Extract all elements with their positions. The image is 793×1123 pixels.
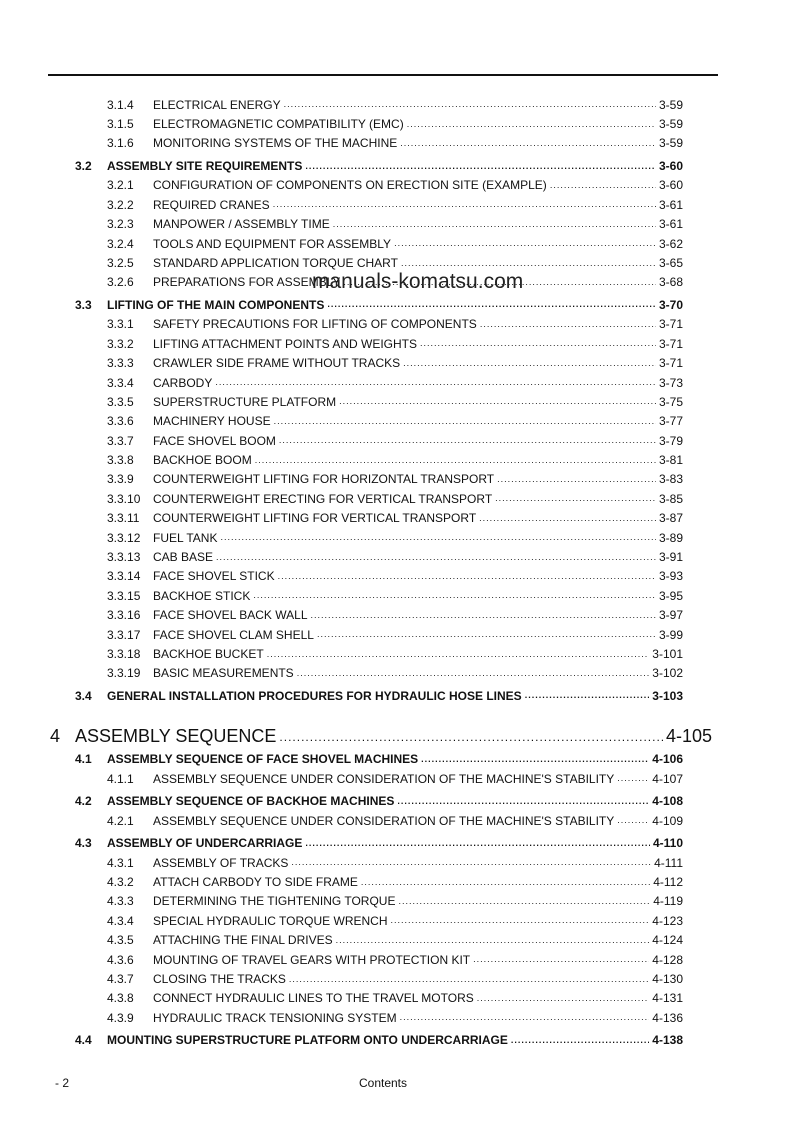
entry-title: FACE SHOVEL STICK [153,569,275,584]
entry-number: 3.3 [75,297,92,312]
entry-number: 3.3.9 [107,472,134,487]
entry-title: BACKHOE STICK [153,588,251,603]
entry-number: 3.2 [75,159,92,174]
dot-leader [311,611,656,620]
entry-title: SUPERSTRUCTURE PLATFORM [153,394,337,409]
dot-leader [511,1036,649,1045]
entry-page: 3-71 [658,356,683,371]
dot-leader [403,359,656,368]
dot-leader [400,1013,650,1022]
entry-number: 4.1 [75,752,92,767]
entry-title: ASSEMBLY SEQUENCE OF FACE SHOVEL MACHINES [107,752,419,767]
entry-number: 4 [50,726,61,747]
dot-leader [480,320,656,329]
dot-leader [497,475,656,484]
entry-page: 3-91 [658,550,683,565]
entry-title: CONFIGURATION OF COMPONENTS ON ERECTION SITE (EXAMPLE) [153,178,547,193]
entry-number: 4.3.8 [107,991,134,1006]
entry-number: 3.3.2 [107,336,134,351]
toc-subsection-entry[interactable] [0,931,793,950]
toc-section-entry[interactable] [0,156,793,175]
entry-number: 4.3 [75,836,92,851]
entry-page: 3-65 [658,256,683,270]
entry-title: FACE SHOVEL CLAM SHELL [153,627,314,642]
toc-subsection-entry[interactable] [0,392,793,411]
dot-leader [255,456,656,465]
entry-page: 4-108 [652,794,683,809]
entry-title: CARBODY [153,375,213,390]
dot-leader [273,200,656,209]
toc-subsection-entry[interactable] [0,114,793,133]
entry-number: 3.3.1 [107,317,134,332]
toc-subsection-entry[interactable] [0,872,793,891]
entry-title: ASSEMBLY OF TRACKS [153,855,289,870]
entry-number: 3.3.3 [107,356,134,371]
entry-number: 3.3.5 [107,394,134,409]
dot-leader [216,553,656,562]
dot-leader [397,797,649,806]
toc-subsection-entry[interactable] [0,664,793,683]
entry-page: 4-107 [652,771,683,786]
toc-subsection-entry[interactable] [0,234,793,253]
entry-title: FACE SHOVEL BACK WALL [153,608,308,623]
entry-number: 4.3.2 [107,875,134,890]
entry-title: SAFETY PRECAUTIONS FOR LIFTING OF COMPONENTS [153,317,477,332]
entry-page: 3-71 [658,336,683,351]
toc-subsection-entry[interactable] [0,950,793,969]
entry-page: 4-130 [652,972,683,987]
toc-subsection-entry[interactable] [0,373,793,392]
entry-title: STANDARD APPLICATION TORQUE CHART [153,256,398,270]
entry-number: 3.3.11 [107,511,140,526]
toc-subsection-entry[interactable] [0,769,793,788]
entry-page: 4-110 [652,836,683,851]
entry-page: 4-109 [652,813,683,828]
toc-section-entry[interactable] [0,792,793,811]
header-rule [48,74,718,76]
entry-page: 3-60 [658,178,683,193]
entry-number: 3.3.14 [107,569,141,584]
entry-title: MANPOWER / ASSEMBLY TIME [153,217,330,232]
dot-leader [525,691,650,700]
entry-number: 3.3.8 [107,453,134,468]
entry-title: DETERMINING THE TIGHTENING TORQUE [153,894,396,909]
entry-title: ASSEMBLY SEQUENCE UNDER CONSIDERATION OF THE MACHINE'S STABILITY [153,813,615,828]
dot-leader [278,572,656,581]
entry-title: LIFTING ATTACHMENT POINTS AND WEIGHTS [153,336,418,351]
entry-title: MACHINERY HOUSE [153,414,271,429]
toc-subsection-entry[interactable] [0,567,793,586]
toc-subsection-entry[interactable] [0,353,793,372]
entry-page: 3-102 [652,666,683,681]
entry-title: BACKHOE BUCKET [153,647,264,661]
toc-subsection-entry[interactable] [0,412,793,431]
toc-subsection-entry[interactable] [0,586,793,605]
entry-number: 3.2.2 [107,197,134,212]
toc-subsection-entry[interactable] [0,625,793,644]
entry-title: ASSEMBLY SEQUENCE UNDER CONSIDERATION OF THE MACHINE'S STABILITY [153,771,615,786]
entry-title: FACE SHOVEL BOOM [153,433,276,448]
entry-number: 3.2.5 [107,256,134,270]
entry-title: LIFTING OF THE MAIN COMPONENTS [107,297,325,312]
entry-number: 3.1.5 [107,117,134,132]
entry-page: 4-138 [652,1033,683,1048]
entry-number: 4.3.1 [107,855,134,870]
toc-section-entry[interactable] [0,295,793,314]
dot-leader [473,955,649,964]
entry-title: CLOSING THE TRACKS [153,972,286,987]
entry-title: COUNTERWEIGHT LIFTING FOR HORIZONTAL TRANSPORT [153,472,495,487]
entry-page: 3-59 [658,97,683,112]
toc-subsection-entry[interactable] [0,334,793,353]
entry-page: 3-87 [658,511,683,526]
dot-leader [317,630,656,639]
entry-number: 3.3.15 [107,588,141,603]
entry-title: SPECIAL HYDRAULIC TORQUE WRENCH [153,913,388,928]
entry-title: ASSEMBLY SEQUENCE [75,726,277,747]
entry-number: 3.3.16 [107,608,141,623]
entry-title: COUNTERWEIGHT ERECTING FOR VERTICAL TRANSPORT [153,491,493,506]
dot-leader [398,897,650,906]
toc-subsection-entry[interactable] [0,1008,793,1027]
entry-page: 3-61 [658,217,683,232]
toc-subsection-entry[interactable] [0,811,793,830]
entry-title: CRAWLER SIDE FRAME WITHOUT TRACKS [153,356,401,371]
entry-number: 3.3.13 [107,550,141,565]
dot-leader [336,936,650,945]
entry-page: 4-119 [653,894,683,909]
toc-subsection-entry[interactable] [0,528,793,547]
entry-number: 4.3.7 [107,972,134,987]
watermark: manuals-komatsu.com [312,270,524,293]
toc-subsection-entry[interactable] [0,176,793,195]
entry-title: PREPARATIONS FOR ASSEMBLY [153,275,341,290]
toc-section-entry[interactable] [0,750,793,769]
toc-subsection-entry[interactable] [0,470,793,489]
entry-page: 3-99 [658,627,683,642]
entry-page: 3-103 [652,688,683,703]
dot-leader [617,816,649,825]
entry-title: GENERAL INSTALLATION PROCEDURES FOR HYDRAULIC HOSE LINES [107,688,522,703]
dot-leader [253,591,656,600]
entry-title: CONNECT HYDRAULIC LINES TO THE TRAVEL MOTORS [153,991,474,1006]
table-of-contents [0,95,793,1050]
entry-page: 3-71 [658,317,683,332]
entry-number: 3.3.6 [107,414,134,429]
entry-page: 4-123 [652,913,683,928]
entry-page: 3-70 [658,297,683,312]
entry-page: 3-85 [658,491,683,506]
entry-number: 3.2.3 [107,217,134,232]
entry-page: 3-62 [658,236,683,251]
entry-number: 4.3.9 [107,1010,134,1025]
entry-page: 4-124 [652,933,683,948]
dot-leader [407,120,656,129]
entry-number: 4.3.5 [107,933,134,948]
entry-page: 3-68 [658,275,683,290]
toc-subsection-entry[interactable] [0,509,793,528]
entry-title: MONITORING SYSTEMS OF THE MACHINE [153,136,398,151]
dot-leader [220,533,656,542]
entry-number: 4.3.4 [107,913,134,928]
dot-leader [617,774,649,783]
dot-leader [550,181,656,190]
toc-subsection-entry[interactable] [0,911,793,930]
dot-leader [400,139,656,148]
entry-number: 3.3.10 [107,491,141,506]
entry-title: BACKHOE BOOM [153,453,252,468]
entry-number: 4.3.6 [107,952,134,967]
dot-leader [274,417,656,426]
dot-leader [394,239,656,248]
entry-page: 3-95 [658,588,683,603]
entry-page: 4-131 [652,991,683,1006]
dot-leader [279,436,656,445]
entry-title: ELECTRICAL ENERGY [153,97,281,112]
entry-title: MOUNTING OF TRAVEL GEARS WITH PROTECTION KIT [153,952,471,967]
toc-subsection-entry[interactable] [0,969,793,988]
entry-page: 3-60 [658,159,683,174]
entry-title: COUNTERWEIGHT LIFTING FOR VERTICAL TRANSPORT [153,511,477,526]
entry-page: 3-77 [658,414,683,429]
entry-page: 4-111 [654,855,683,870]
toc-subsection-entry[interactable] [0,195,793,214]
dot-leader [305,162,656,171]
entry-page: 3-75 [658,394,683,409]
entry-title: MOUNTING SUPERSTRUCTURE PLATFORM ONTO UNDERCARRIAGE [107,1033,508,1048]
entry-number: 3.3.12 [107,530,141,545]
toc-section-entry[interactable] [0,1031,793,1050]
toc-subsection-entry[interactable] [0,450,793,469]
entry-page: 4-106 [652,752,683,767]
toc-subsection-entry[interactable] [0,892,793,911]
entry-number: 4.2.1 [107,813,134,828]
dot-leader [333,220,656,229]
entry-page: 4-112 [653,875,683,890]
entry-title: ELECTROMAGNETIC COMPATIBILITY (EMC) [153,117,404,132]
entry-page: 3-93 [658,569,683,584]
toc-subsection-entry[interactable] [0,431,793,450]
entry-number: 4.2 [75,794,92,809]
toc-subsection-entry[interactable] [0,315,793,334]
dot-leader [289,975,649,984]
entry-number: 3.3.17 [107,627,141,642]
dot-leader [479,514,656,523]
toc-subsection-entry[interactable] [0,547,793,566]
dot-leader [361,878,650,887]
entry-title: REQUIRED CRANES [153,197,270,212]
toc-subsection-entry[interactable] [0,134,793,153]
entry-number: 4.3.3 [107,894,134,909]
entry-number: 4.4 [75,1033,92,1048]
dot-leader [401,259,656,268]
toc-subsection-entry[interactable] [0,853,793,872]
entry-page: 3-59 [658,117,683,132]
entry-title: ASSEMBLY SEQUENCE OF BACKHOE MACHINES [107,794,395,809]
entry-title: ASSEMBLY OF UNDERCARRIAGE [107,836,303,851]
toc-subsection-entry[interactable] [0,644,793,663]
dot-leader [215,378,656,387]
entry-page: 3-101 [652,647,683,661]
entry-title: ATTACH CARBODY TO SIDE FRAME [153,875,358,890]
entry-title: CAB BASE [153,550,214,565]
toc-chapter-entry[interactable] [0,725,793,749]
toc-subsection-entry[interactable] [0,989,793,1008]
entry-number: 3.3.4 [107,375,134,390]
footer-title: Contents [358,1076,408,1090]
toc-subsection-entry[interactable] [0,489,793,508]
entry-page: 3-59 [658,136,683,151]
dot-leader [284,100,656,109]
entry-page: 3-81 [658,453,683,468]
entry-page: 3-79 [658,433,683,448]
dot-leader [279,731,663,743]
entry-number: 3.3.7 [107,433,134,448]
entry-title: ATTACHING THE FINAL DRIVES [153,933,333,948]
dot-leader [339,397,656,406]
entry-title: HYDRAULIC TRACK TENSIONING SYSTEM [153,1010,397,1025]
entry-number: 3.1.6 [107,136,134,151]
toc-subsection-entry[interactable] [0,95,793,114]
entry-page: 3-61 [658,197,683,212]
entry-page: 4-128 [652,952,683,967]
entry-number: 3.2.1 [107,178,134,193]
entry-page: 4-136 [652,1010,683,1025]
toc-section-entry[interactable] [0,834,793,853]
dot-leader [267,650,650,659]
entry-number: 4.1.1 [107,771,134,786]
dot-leader [297,669,650,678]
entry-page: 4-105 [665,726,712,747]
entry-title: ASSEMBLY SITE REQUIREMENTS [107,159,303,174]
toc-subsection-entry[interactable] [0,215,793,234]
dot-leader [421,755,649,764]
entry-number: 3.1.4 [107,97,134,112]
dot-leader [291,858,651,867]
entry-page: 3-97 [658,608,683,623]
entry-number: 3.4 [75,688,92,703]
entry-page: 3-73 [658,375,683,390]
entry-title: BASIC MEASUREMENTS [153,666,294,681]
dot-leader [391,916,650,925]
dot-leader [477,994,650,1003]
entry-title: FUEL TANK [153,530,218,545]
dot-leader [420,339,656,348]
entry-number: 3.2.6 [107,275,134,290]
dot-leader [327,300,656,309]
footer-page-number: - 2 [55,1076,70,1090]
entry-page: 3-83 [658,472,683,487]
entry-number: 3.2.4 [107,236,134,251]
entry-number: 3.3.19 [107,666,141,681]
entry-number: 3.3.18 [107,647,141,661]
toc-section-entry[interactable] [0,686,793,705]
entry-page: 3-89 [658,530,683,545]
toc-subsection-entry[interactable] [0,606,793,625]
dot-leader [495,494,656,503]
entry-title: TOOLS AND EQUIPMENT FOR ASSEMBLY [153,236,392,251]
dot-leader [305,839,650,848]
